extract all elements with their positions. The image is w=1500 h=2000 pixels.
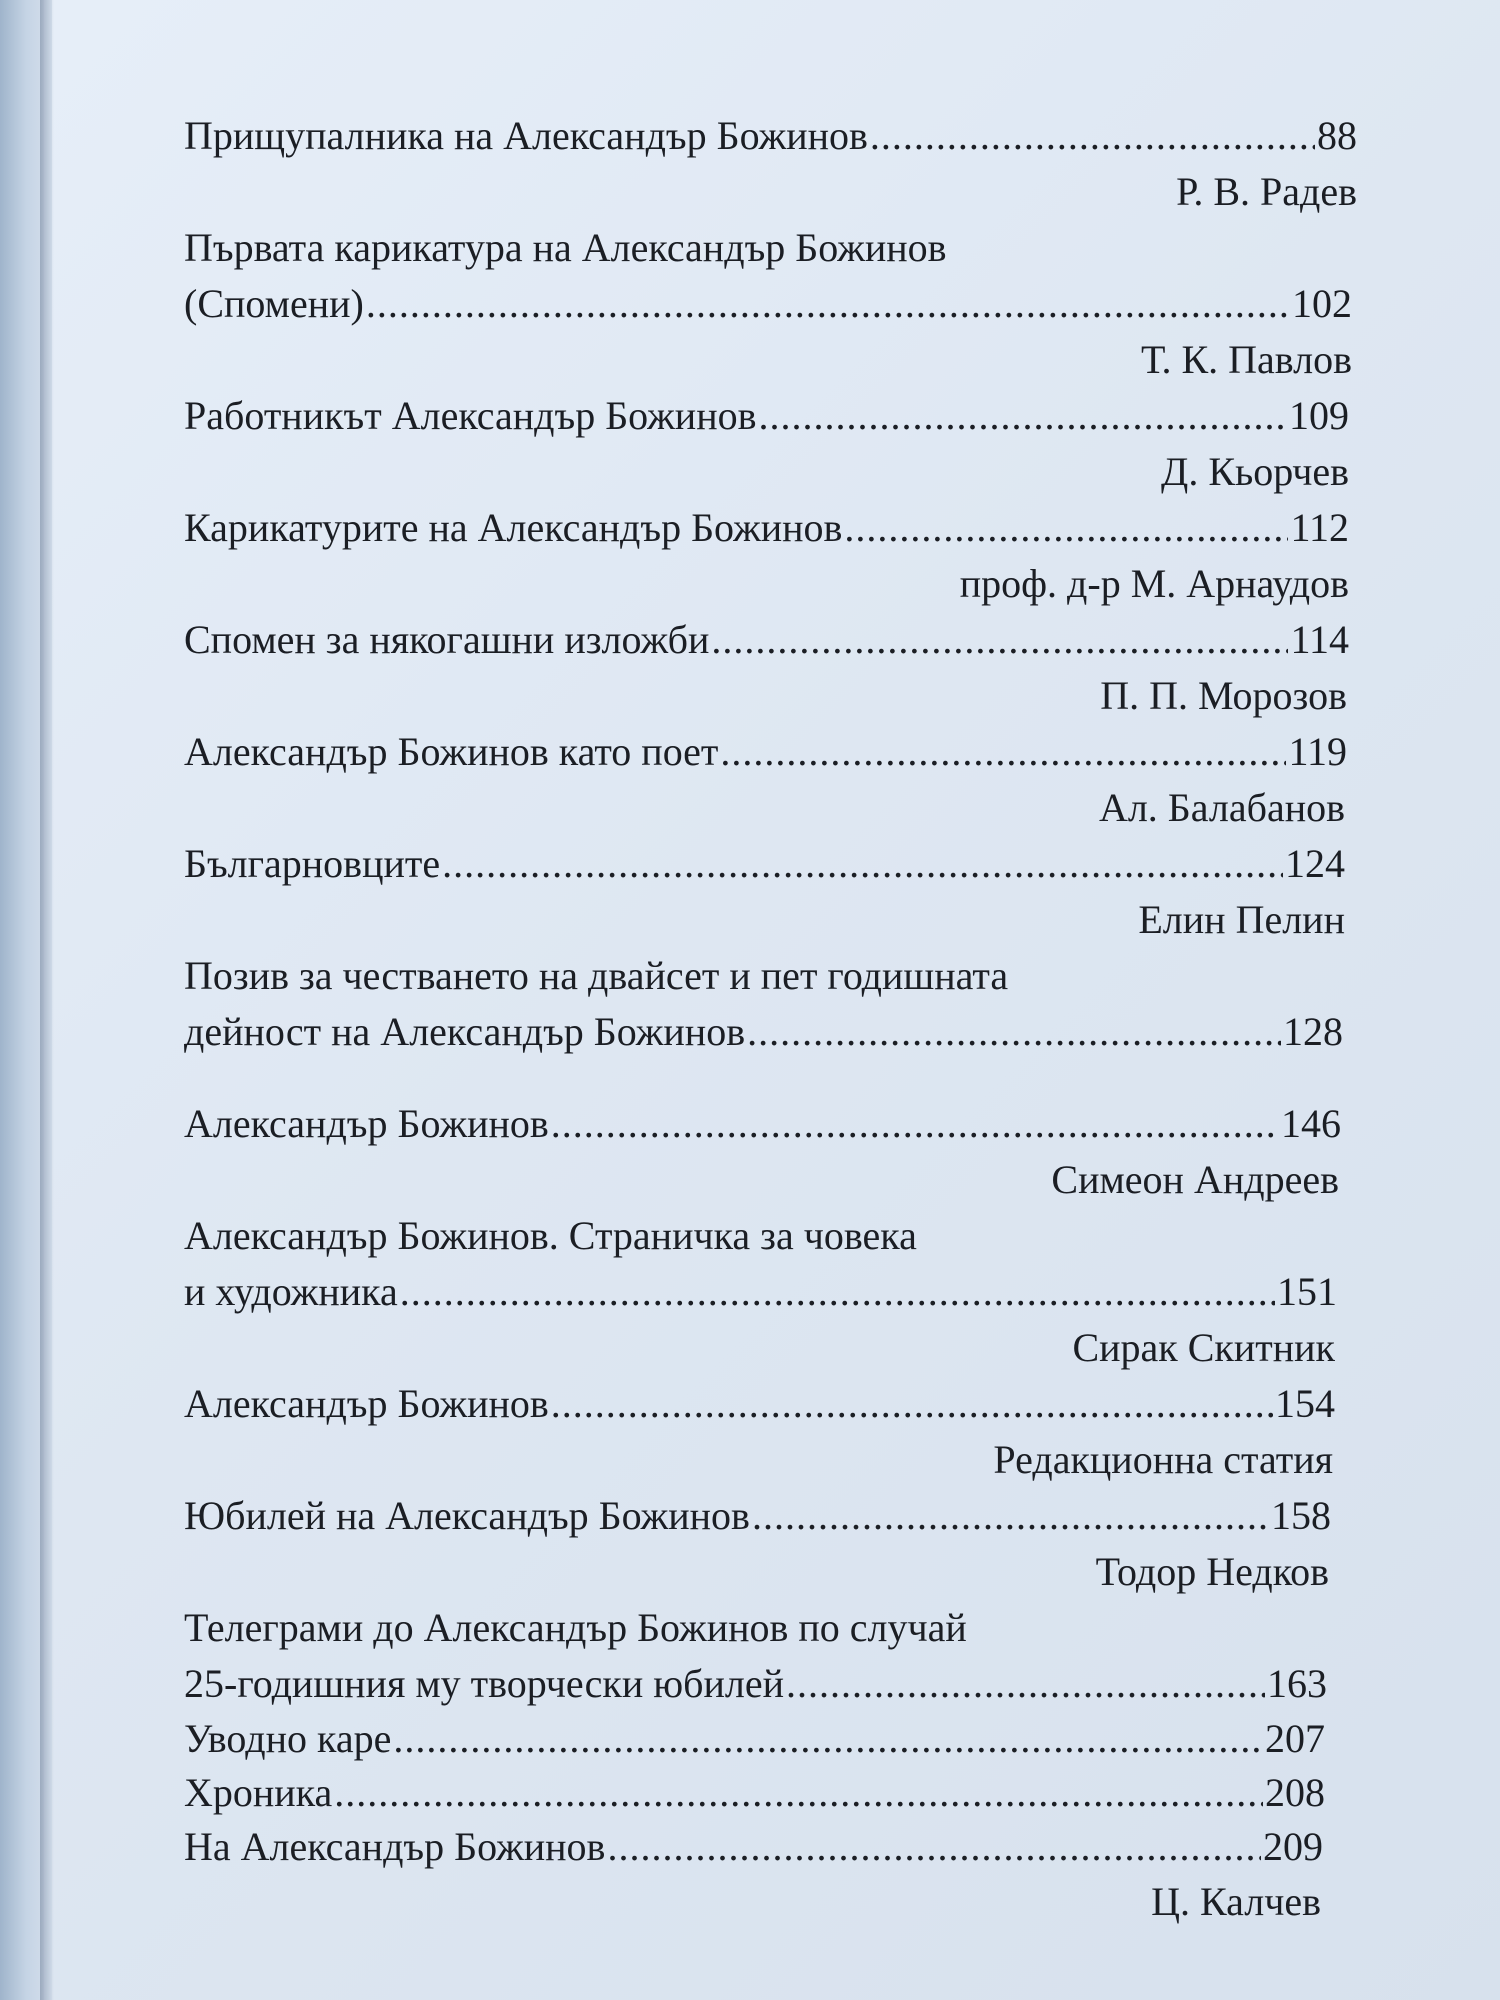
toc-title-line: Телеграми до Александър Божинов по случай <box>184 1605 967 1650</box>
toc-line <box>184 500 1349 556</box>
toc-title: Уводно каре <box>184 1716 392 1761</box>
toc-title: Александър Божинов <box>184 1101 549 1146</box>
toc-line <box>184 836 1345 892</box>
toc-page-number: 102 <box>1292 281 1352 326</box>
toc-page-number: 119 <box>1288 729 1347 774</box>
toc-line <box>184 1264 1337 1320</box>
dot-leader <box>442 836 1283 892</box>
toc-title: Работникът Александър Божинов <box>184 393 757 438</box>
dot-leader <box>393 1712 1263 1766</box>
toc-author: П. П. Морозов <box>1100 673 1347 718</box>
spacer <box>184 1060 1354 1096</box>
toc-title: Карикатурите на Александър Божинов <box>184 505 843 550</box>
dot-leader <box>551 1096 1279 1152</box>
toc-line <box>184 1820 1323 1874</box>
toc-title-line: Александър Божинов. Страничка за човека <box>184 1213 917 1258</box>
toc-author: Симеон Андреев <box>1051 1157 1339 1202</box>
toc-line <box>184 724 1347 780</box>
dot-leader <box>400 1264 1275 1320</box>
toc-page-number: 114 <box>1290 617 1349 662</box>
toc-author: проф. д-р М. Арнаудов <box>959 561 1349 606</box>
toc-title: Александър Божинов <box>184 1381 549 1426</box>
toc-title: и художника <box>184 1269 398 1314</box>
toc-author: Д. Кьорчев <box>1161 449 1349 494</box>
dot-leader <box>711 612 1288 668</box>
toc-author: Т. К. Павлов <box>1141 337 1352 382</box>
toc-entry <box>184 836 1354 948</box>
toc-line <box>184 1376 1335 1432</box>
toc-page-number: 124 <box>1285 841 1345 886</box>
toc-title: Спомен за някогашни изложби <box>184 617 710 662</box>
toc-entry <box>184 1600 1354 1712</box>
toc-title: дейност на Александър Божинов <box>184 1009 746 1054</box>
dot-leader <box>752 1488 1269 1544</box>
toc-author: Елин Пелин <box>1138 897 1345 942</box>
toc-author: Ал. Балабанов <box>1098 785 1345 830</box>
toc-title: 25-годишния му творчески юбилей <box>184 1661 784 1706</box>
toc-page-number: 154 <box>1275 1381 1335 1426</box>
toc-title: Българновците <box>184 841 441 886</box>
toc-line <box>184 612 1349 668</box>
toc-entry <box>184 724 1354 836</box>
toc-title: Хроника <box>184 1770 333 1815</box>
toc-author: Сирак Скитник <box>1072 1325 1335 1370</box>
toc-entry-group <box>184 1712 1354 1930</box>
dot-leader <box>366 276 1290 332</box>
book-spine-edge <box>0 0 44 2000</box>
toc-line <box>184 1004 1343 1060</box>
dot-leader <box>607 1820 1261 1874</box>
toc-author: Редакционна статия <box>993 1437 1333 1482</box>
toc-title: На Александър Божинов <box>184 1824 606 1869</box>
toc-title-line: Позив за честването на двайсет и пет годишната <box>184 953 1009 998</box>
toc-author: Р. В. Радев <box>1176 169 1357 214</box>
toc-title-line: Първата карикатура на Александър Божинов <box>184 225 947 270</box>
toc-title: Юбилей на Александър Божинов <box>184 1493 750 1538</box>
toc-author: Тодор Недков <box>1095 1549 1329 1594</box>
toc-page-number: 128 <box>1283 1009 1343 1054</box>
toc-entry <box>184 948 1354 1060</box>
toc-page-number: 112 <box>1290 505 1349 550</box>
toc-line <box>184 1096 1341 1152</box>
dot-leader <box>844 500 1288 556</box>
toc-page-number: 88 <box>1317 113 1357 158</box>
toc-entry <box>184 1208 1354 1376</box>
toc-page-number: 207 <box>1265 1716 1325 1761</box>
dot-leader <box>334 1766 1263 1820</box>
dot-leader <box>870 108 1315 164</box>
dot-leader <box>759 388 1288 444</box>
toc-page-number: 158 <box>1271 1493 1331 1538</box>
toc-line <box>184 1766 1325 1820</box>
toc-line <box>184 276 1352 332</box>
toc-entry <box>184 1096 1354 1208</box>
toc-entry <box>184 1488 1354 1600</box>
dot-leader <box>720 724 1286 780</box>
dot-leader <box>551 1376 1273 1432</box>
toc-entry <box>184 388 1354 500</box>
toc-page-number: 151 <box>1277 1269 1337 1314</box>
dot-leader <box>786 1656 1265 1712</box>
toc-page-number: 209 <box>1263 1824 1323 1869</box>
toc-title: (Спомени) <box>184 281 364 326</box>
toc-line <box>184 1656 1327 1712</box>
toc-entry <box>184 500 1354 612</box>
toc-entry <box>184 612 1354 724</box>
dot-leader <box>747 1004 1281 1060</box>
toc-page-number: 109 <box>1289 393 1349 438</box>
toc-line <box>184 388 1349 444</box>
toc-author: Ц. Калчев <box>1151 1879 1321 1924</box>
toc-line <box>184 1712 1325 1766</box>
toc-line <box>184 1488 1331 1544</box>
toc-page-number: 208 <box>1265 1770 1325 1815</box>
table-of-contents <box>184 108 1357 1930</box>
toc-entry <box>184 1376 1354 1488</box>
toc-title: Александър Божинов като поет <box>184 729 719 774</box>
gutter-shadow <box>40 0 54 2000</box>
toc-entry <box>184 220 1354 388</box>
toc-line <box>184 108 1357 164</box>
toc-page-number: 146 <box>1281 1101 1341 1146</box>
toc-entry <box>184 108 1357 220</box>
toc-title: Прищупалника на Александър Божинов <box>184 113 868 158</box>
toc-page-number: 163 <box>1267 1661 1327 1706</box>
